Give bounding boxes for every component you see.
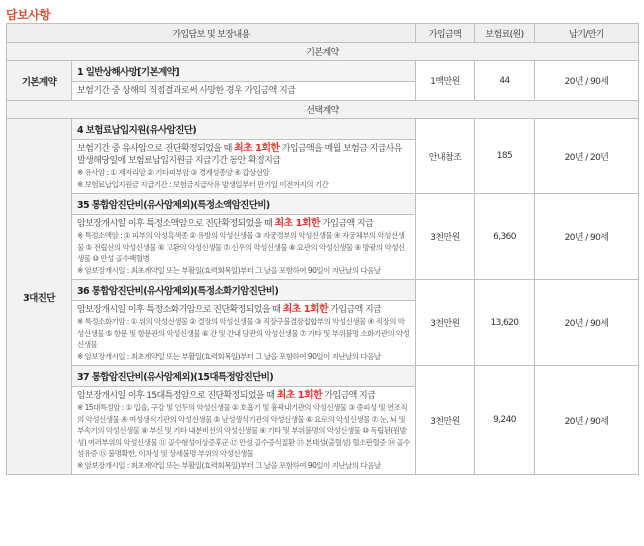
premium-cell: 185 (475, 119, 535, 194)
coverage-table (6, 23, 639, 475)
category-3-diag: 3대진단 (7, 119, 72, 475)
coverage-cell (72, 119, 416, 194)
coverage-desc: 보험기간 중 상해의 직접결과로써 사망한 경우 가입금액 지급 (77, 86, 296, 96)
table-row (7, 280, 639, 366)
term-cell: 20년 / 90세 (535, 61, 639, 101)
coverage-title: 1 일반상해사망[기본계약] (72, 61, 415, 82)
amount-cell: 3천만원 (416, 280, 475, 366)
header-amount: 가입금액 (416, 24, 475, 43)
premium-cell: 44 (475, 61, 535, 101)
term-cell: 20년 / 20년 (535, 119, 639, 194)
coverage-desc: 암보장개시일 이후 특정소액암으로 진단확정되었을 때 최초 1회한 가입금액 지급 ※ 특정소액암 : ① 피부의 악성흑색종 ② 유방의 악성신생물 ③ 자궁경부의 악성신생물 ④ 자궁체부의 악성신생물 ⑤ 전립선의 악성신생물 ⑥ 고환의 악성신생물 ⑦ 신우의 악성신생물 ⑧ 요관의 악성신생물 ⑨ 방광의 악성신생물 ⑩ 만성 골수백혈병 ※ 암보장개시일 : 최초계약일 또는 부활일(효력회복일)부터 그 날을 포함하여 90일이 지난날의 다음날 (72, 215, 415, 279)
coverage-title: 35 통합암진단비(유사암제외)(특정소액암진단비) (72, 194, 415, 215)
amount-cell: 안내참조 (416, 119, 475, 194)
coverage-cell (72, 366, 416, 475)
coverage-note: ※ 암보장개시일 : 최초계약일 또는 부활일(효력회복일)부터 그 날을 포함하여 90일이 지난날의 다음날 (77, 351, 381, 361)
coverage-note: ※ 15대특정암 : ① 입술, 구강 및 인두의 악성신생물 ② 호흡기 및 흉곽내기관의 악성신생물 ③ 중피성 및 연조직의 악성신생물 ④ 여성생식기관의 악성신생물 ⑤ 남성생식기관의 악성신생물 ⑥ 요로의 악성신생물 ⑦ 눈, 뇌 및 부속기의 악성신생물 ⑧ 부신 및 기타 내분비선의 악성신생물 ⑨ 기타 및 부위불명의 악성신생물 ⑩ 독립된(원발성) 여러부위의 악성신생물 ⑪ 골수형성이상증후군 ⑫ 만성 골수증식질환 ⑬ 본태성(출혈성) 혈소판혈증 ⑭ 골수섬유증 ⑮ 불명확한, 이차성 및 상세불명 부위의 악성신생물 (77, 403, 410, 458)
band-row-basic (7, 43, 639, 61)
coverage-note: ※ 유사암 : ① 제자리암 ② 기타피부암 ③ 경계성종양 ④ 갑상선암 (77, 168, 270, 177)
coverage-title: 4 보험료납입지원(유사암진단) (72, 119, 415, 140)
header-term: 납기/만기 (535, 24, 639, 43)
amount-cell: 1백만원 (416, 61, 475, 101)
coverage-title: 36 통합암진단비(유사암제외)(특정소화기암진단비) (72, 280, 415, 301)
coverage-note: ※ 암보장개시일 : 최초계약일 또는 부활일(효력회복일)부터 그 날을 포함하여 90일이 지난날의 다음날 (77, 460, 381, 470)
header-coverage: 가입담보 및 보장내용 (7, 24, 416, 43)
term-cell: 20년 / 90세 (535, 280, 639, 366)
premium-cell: 6,360 (475, 194, 535, 280)
section-title: 담보사항 (6, 8, 51, 22)
table-row (7, 194, 639, 280)
band-row-optional (7, 101, 639, 119)
term-cell: 20년 / 90세 (535, 194, 639, 280)
highlight-text: 최초 1회한 (234, 143, 280, 154)
highlight-text: 최초 1회한 (274, 218, 320, 229)
premium-cell: 13,620 (475, 280, 535, 366)
header-premium: 보험료(원) (475, 24, 535, 43)
premium-cell: 9,240 (475, 366, 535, 475)
category-basic: 기본계약 (7, 61, 72, 101)
highlight-text: 최초 1회한 (276, 390, 323, 401)
table-row (7, 119, 639, 194)
highlight-text: 최초 1회한 (282, 304, 329, 315)
table-header-row (7, 24, 639, 43)
coverage-note: ※ 특정소액암 : ① 피부의 악성흑색종 ② 유방의 악성신생물 ③ 자궁경부의 악성신생물 ④ 자궁체부의 악성신생물 ⑤ 전립선의 악성신생물 ⑥ 고환의 악성신생물 ⑦ 신우의 악성신생물 ⑧ 요관의 악성신생물 ⑨ 방광의 악성신생물 ⑩ 만성 골수백혈병 (77, 231, 405, 263)
term-cell: 20년 / 90세 (535, 366, 639, 475)
coverage-desc: 암보장개시일 이후 특정소화기암으로 진단확정되었을 때 최초 1회한 가입금액 지급 ※ 특정소화기암 : ① 위의 악성신생물 ② 결장의 악성신생물 ③ 직장구불결장접합부의 악성신생물 ④ 직장의 악성신생물 ⑤ 항문 및 항문관의 악성신생물 ⑥ 간 및 간내 담관의 악성신생물 ⑦ 기타 및 부위불명 소화기관의 악성신생물 ※ 암보장개시일 : 최초계약일 또는 부활일(효력회복일)부터 그 날을 포함하여 90일이 지난날의 다음날 (77, 304, 410, 361)
amount-cell: 3천만원 (416, 366, 475, 475)
band-basic: 기본계약 (7, 43, 639, 61)
coverage-cell (72, 280, 416, 366)
coverage-note: ※ 특정소화기암 : ① 위의 악성신생물 ② 결장의 악성신생물 ③ 직장구불결장접합부의 악성신생물 ④ 직장의 악성신생물 ⑤ 항문 및 항문관의 악성신생물 ⑥ 간 및 간내 담관의 악성신생물 ⑦ 기타 및 부위불명 소화기관의 악성신생물 (77, 317, 410, 349)
amount-cell: 3천만원 (416, 194, 475, 280)
coverage-desc: 암보장개시일 이후 15대특정암으로 진단확정되었을 때 최초 1회한 가입금액 지급 ※ 15대특정암 : ① 입술, 구강 및 인두의 악성신생물 ② 호흡기 및 흉곽내기관의 악성신생물 ③ 중피성 및 연조직의 악성신생물 ④ 여성생식기관의 악성신생물 ⑤ 남성생식기관의 악성신생물 ⑥ 요로의 악성신생물 ⑦ 눈, 뇌 및 부속기의 악성신생물 ⑧ 부신 및 기타 내분비선의 악성신생물 ⑨ 기타 및 부위불명의 악성신생물 ⑩ 독립된(원발성) 여러부위의 악성신생물 ⑪ 골수형성이상증후군 ⑫ 만성 골수증식질환 ⑬ 본태성(출혈성) 혈소판혈증 ⑭ 골수섬유증 ⑮ 불명확한, 이차성 및 상세불명 부위의 악성신생물 ※ 암보장개시일 : 최초계약일 또는 부활일(효력회복일)부터 그 날을 포함하여 90일이 지난날의 다음날 (77, 390, 410, 470)
coverage-title: 37 통합암진단비(유사암제외)(15대특정암진단비) (72, 366, 415, 387)
coverage-note: ※ 암보장개시일 : 최초계약일 또는 부활일(효력회복일)부터 그 날을 포함하여 90일이 지난날의 다음날 (77, 265, 381, 275)
band-optional: 선택계약 (7, 101, 639, 119)
table-row (7, 366, 639, 475)
table-row (7, 61, 639, 101)
coverage-cell (72, 61, 416, 101)
coverage-note: ※ 보험료납입지원금 지급기간 : 보험금지급사유 발생일부터 만기일 이전까지의 기간 (77, 179, 329, 189)
coverage-desc: 보험기간 중 유사암으로 진단확정되었을 때 최초 1회한 가입금액을 매월 보험금 지급사유 발생해당일에 보험료납입지원금 지급기간 동안 확정지급 ※ 유사암 : ① 제자리암 ② 기타피부암 ③ 경계성종양 ④ 갑상선암 ※ 보험료납입지원금 지급기간 : 보험금지급사유 발생일부터 만기일 이전까지의 기간 (72, 140, 415, 193)
coverage-cell (72, 194, 416, 280)
